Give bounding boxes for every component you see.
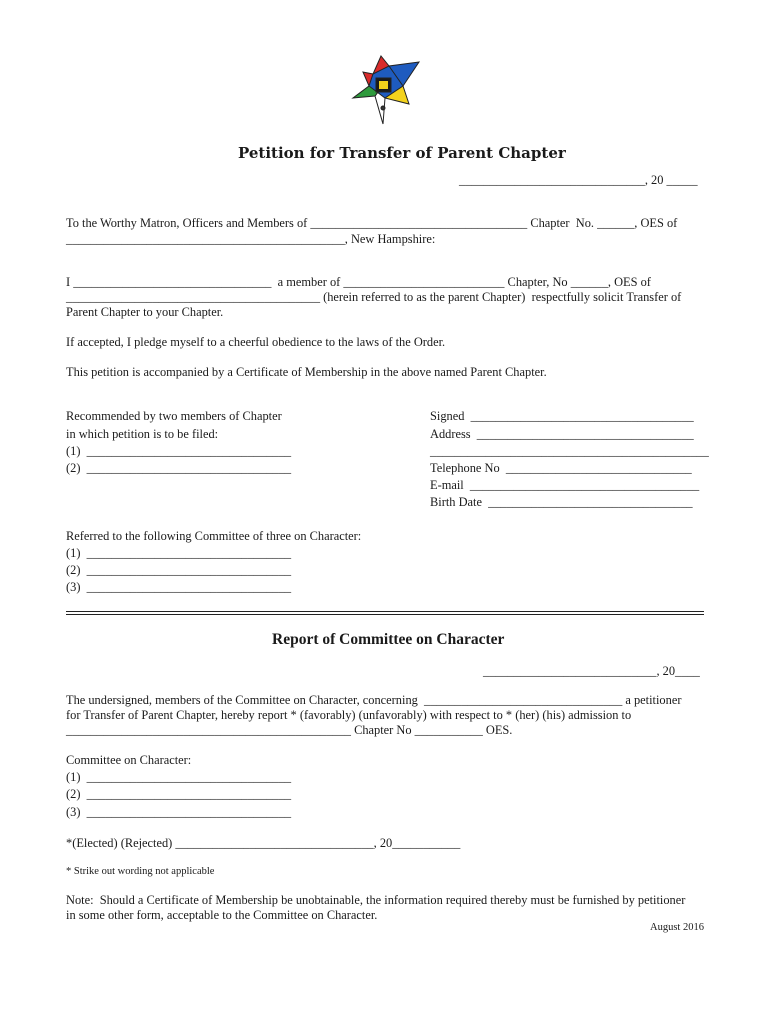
address-line-1: To the Worthy Matron, Officers and Members of ___________________________________ Chapter No. ______, OES of <box>66 216 678 230</box>
section-divider <box>66 614 704 615</box>
note-line-1: Note: Should a Certificate of Membership be unobtainable, the information required thereby must be furnished by petitioner <box>66 893 686 907</box>
report-line-1: The undersigned, members of the Committee on Character, concerning ________________________________ a petitioner <box>66 693 682 707</box>
committee-line: (1) _________________________________ <box>66 770 292 784</box>
page-title: Petition for Transfer of Parent Chapter <box>238 144 566 162</box>
petition-line-1: I ________________________________ a member of __________________________ Chapter, No ______, OES of <box>66 275 651 289</box>
committee-line: (3) _________________________________ <box>66 805 292 819</box>
referred-line: (1) _________________________________ <box>66 546 292 560</box>
address-field-line-2: _____________________________________________ <box>430 444 709 458</box>
certificate-text: This petition is accompanied by a Certificate of Membership in the above named Parent Chapter. <box>66 365 547 379</box>
committee-line: (2) _________________________________ <box>66 787 292 801</box>
address-line-2: _____________________________________________, New Hampshire: <box>66 232 436 246</box>
note-line-2: in some other form, acceptable to the Committee on Character. <box>66 908 378 922</box>
telephone-field: Telephone No ______________________________ <box>430 461 692 475</box>
pledge-text: If accepted, I pledge myself to a cheerful obedience to the laws of the Order. <box>66 335 446 349</box>
birth-date-field: Birth Date _________________________________ <box>430 495 693 509</box>
recommended-label-1: Recommended by two members of Chapter <box>66 409 282 423</box>
referred-line: (2) _________________________________ <box>66 563 292 577</box>
eastern-star-emblem-icon <box>345 52 423 128</box>
report-line-2: for Transfer of Parent Chapter, hereby report * (favorably) (unfavorably) with respect to * (her) (his) admission to <box>66 708 632 722</box>
address-field: Address ___________________________________ <box>430 427 694 441</box>
referred-line: (3) _________________________________ <box>66 580 292 594</box>
report-title: Report of Committee on Character <box>272 631 505 648</box>
signed-field: Signed ____________________________________ <box>430 409 694 423</box>
report-date-line: ____________________________, 20____ <box>483 664 700 678</box>
petition-line-3: Parent Chapter to your Chapter. <box>66 305 224 319</box>
recommended-label-2: in which petition is to be filed: <box>66 427 219 441</box>
section-divider <box>66 611 704 612</box>
recommender-line: (1) _________________________________ <box>66 444 292 458</box>
elected-rejected-line: *(Elected) (Rejected) ________________________________, 20___________ <box>66 836 461 850</box>
revision-date: August 2016 <box>650 922 704 933</box>
date-line: ______________________________, 20 _____ <box>459 173 698 187</box>
referred-label: Referred to the following Committee of three on Character: <box>66 529 362 543</box>
email-field: E-mail _____________________________________ <box>430 478 700 492</box>
strike-note: * Strike out wording not applicable <box>66 866 215 877</box>
petition-line-2: _________________________________________ (herein referred to as the parent Chapter) respectfully solicit Transfer of <box>66 290 682 304</box>
recommender-line: (2) _________________________________ <box>66 461 292 475</box>
report-line-3: ______________________________________________ Chapter No ___________ OES. <box>66 723 513 737</box>
committee-label: Committee on Character: <box>66 753 192 767</box>
